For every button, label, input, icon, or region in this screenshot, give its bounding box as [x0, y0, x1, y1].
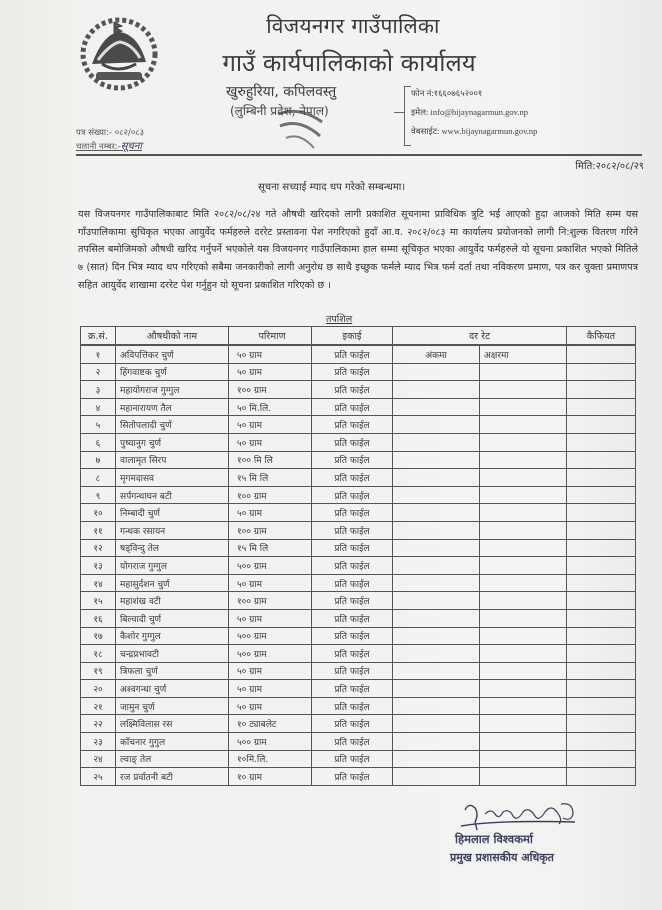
cell-rate-words: [480, 504, 567, 522]
cell-quantity: ५० ग्राम: [229, 680, 312, 698]
cell-sn: १२: [81, 539, 116, 557]
cell-remarks: [567, 521, 636, 539]
cell-unit: प्रति फाईल: [312, 592, 393, 610]
cell-unit: प्रति फाईल: [312, 521, 393, 539]
reference-block: [76, 126, 144, 154]
cell-rate-figures: [393, 557, 480, 575]
cell-name: अश्वगन्धा चुर्ण: [116, 680, 229, 698]
cell-sn: २२: [81, 715, 116, 733]
cell-unit: प्रति फाईल: [312, 609, 393, 627]
header-rule: [76, 154, 642, 156]
cell-quantity: ५० ग्राम: [229, 416, 312, 434]
cell-rate-figures: [393, 768, 480, 786]
cell-quantity: ५० ग्राम: [229, 504, 312, 522]
cell-rate-words: [480, 715, 567, 733]
table-row: [81, 557, 636, 575]
cell-unit: प्रति फाईल: [312, 363, 393, 381]
cell-rate-words: [480, 627, 567, 645]
notice-date: मिति:२०८२/०८/२९: [575, 161, 644, 172]
cell-sn: १८: [81, 645, 116, 663]
address-line-2: (लुम्बिनी प्रदेश, नेपाल): [230, 104, 329, 118]
cell-unit: प्रति फाईल: [312, 381, 393, 399]
cell-remarks: [567, 469, 636, 487]
cell-rate-words: [480, 768, 567, 786]
notice-body: यस विजयनगर गाउँपालिकाबाट मिति २०८२/०८/२४ गते औषधी खरिदको लागी प्रकाशित सूचनामा प्राविधिक त्रुटि भई आएको हुदा आजको मिति सम्म यस गाँउपालिकामा सुचिकृत भएका आयुर्वेद फर्महरुले दररेट प्रस्तावना पेश नगरिएको हुदाँ आ.व. २०८२/०८३ मा कार्यालय प्रयोजनको लागी नि:शुल्क वितरण गरिने तपसिल बमोजिमको औषधी खरिद गर्नुपर्ने भएकोले यस विजयनगर गाउँपालिकामा हाल सम्मा सूचिकृत भएका आयुर्वेद फर्महरुले यो सूचना प्रकाशित भएको मितिले ७ (सात) दिन भित्र म्याद थप गरिएको सबैमा जनकारीको लागी अनुरोध छ साथै इच्छुक फर्मले म्याद भित्र फर्म दर्ता तथा नविकरण प्रमाण, पत्र कर चुक्ता प्रमाणपत्र सहित आयुर्वेद शाखामा दररेट पेश गर्नुहुन यो सूचना प्रकाशित गरिएको छ ।: [78, 209, 638, 291]
cell-quantity: १०० मि लि: [229, 451, 312, 469]
cell-rate-words: [480, 680, 567, 698]
cell-remarks: [567, 609, 636, 627]
cell-name: अविपत्तिकर चुर्ण: [116, 346, 229, 364]
table-row: [81, 486, 636, 504]
cell-rate-figures: [393, 381, 480, 399]
cell-name: सर्पगन्धाघन बटी: [116, 486, 229, 504]
cell-name: गन्धक रसायन: [116, 521, 229, 539]
table-body: [81, 346, 636, 786]
cell-remarks: [567, 381, 636, 399]
cell-rate-figures: अंकमा: [393, 346, 480, 364]
cell-unit: प्रति फाईल: [312, 346, 393, 364]
cell-rate-figures: [393, 609, 480, 627]
cell-quantity: ५० ग्राम: [229, 433, 312, 451]
cell-quantity: १०मि.लि.: [229, 750, 312, 768]
cell-sn: २: [81, 363, 116, 381]
cell-remarks: [567, 627, 636, 645]
cell-sn: २५: [81, 768, 116, 786]
table-row: [81, 592, 636, 610]
website-line: [411, 122, 537, 141]
table-row: [81, 398, 636, 416]
cell-unit: प्रति फाईल: [312, 469, 393, 487]
cell-quantity: ५०० ग्राम: [229, 733, 312, 751]
dispatch-number-label: चलानी नम्बर:-: [76, 142, 121, 152]
cell-remarks: [567, 504, 636, 522]
cell-name: ल्वाङ् तेल: [116, 750, 229, 768]
cell-name: लक्ष्मिविलास रस: [116, 715, 229, 733]
signatory-name: हिमलाल विश्वकर्मा: [455, 832, 533, 846]
cell-rate-figures: [393, 539, 480, 557]
cell-unit: प्रति फाईल: [312, 539, 393, 557]
cell-unit: प्रति फाईल: [312, 750, 393, 768]
cell-remarks: [567, 768, 636, 786]
header-unit: इकाई: [312, 327, 393, 345]
cell-rate-figures: [393, 680, 480, 698]
cell-rate-figures: [393, 715, 480, 733]
cell-rate-figures: [393, 662, 480, 680]
cell-rate-figures: [393, 504, 480, 522]
cell-quantity: ५० ग्राम: [229, 363, 312, 381]
cell-name: निम्बादी चुर्ण: [116, 504, 229, 522]
cell-sn: १९: [81, 662, 116, 680]
table-row: [81, 715, 636, 733]
cell-unit: प्रति फाईल: [312, 557, 393, 575]
cell-unit: प्रति फाईल: [312, 486, 393, 504]
cell-rate-words: [480, 363, 567, 381]
cell-unit: प्रति फाईल: [312, 433, 393, 451]
cell-name: हिंगवाष्टक चुर्ण: [116, 363, 229, 381]
cell-rate-words: [480, 398, 567, 416]
cell-name: वालामृत सिरप: [116, 451, 229, 469]
cell-name: पुष्यानुग चुर्ण: [116, 433, 229, 451]
letter-number: ०८२/०८३: [114, 128, 145, 138]
cell-quantity: ५० ग्राम: [229, 574, 312, 592]
cell-rate-words: [480, 433, 567, 451]
cell-sn: ९: [81, 486, 116, 504]
cell-rate-words: [480, 662, 567, 680]
table-row: [81, 750, 636, 768]
cell-unit: प्रति फाईल: [312, 574, 393, 592]
table-row: [81, 574, 636, 592]
cell-sn: २०: [81, 680, 116, 698]
cell-sn: २१: [81, 697, 116, 715]
cell-sn: २४: [81, 750, 116, 768]
cell-remarks: [567, 363, 636, 381]
cell-quantity: ५०० ग्राम: [229, 557, 312, 575]
cell-rate-figures: [393, 627, 480, 645]
cell-unit: प्रति फाईल: [312, 451, 393, 469]
cell-rate-words: [480, 451, 567, 469]
cell-name: जामुन चुर्ण: [116, 697, 229, 715]
cell-remarks: [567, 451, 636, 469]
cell-remarks: [567, 592, 636, 610]
cell-rate-words: [480, 469, 567, 487]
email-line: [411, 103, 537, 122]
cell-rate-figures: [393, 697, 480, 715]
cell-rate-figures: [393, 398, 480, 416]
cell-sn: ८: [81, 469, 116, 487]
cell-rate-figures: [393, 521, 480, 539]
table-row: [81, 768, 636, 786]
table-row: [81, 662, 636, 680]
medicine-table: [80, 326, 636, 786]
header-sn: क्र.सं.: [81, 327, 116, 345]
cell-remarks: [567, 539, 636, 557]
cell-remarks: [567, 750, 636, 768]
cell-remarks: [567, 680, 636, 698]
table-row: [81, 451, 636, 469]
table-row: [81, 697, 636, 715]
cell-unit: प्रति फाईल: [312, 680, 393, 698]
cell-quantity: १० ट्याबलेट: [229, 715, 312, 733]
table-caption: तपशिल: [326, 314, 353, 325]
header-remarks: कैफियत: [567, 327, 636, 345]
cell-rate-words: [480, 381, 567, 399]
cell-quantity: ५० ग्राम: [229, 609, 312, 627]
cell-sn: १७: [81, 627, 116, 645]
cell-rate-words: [480, 539, 567, 557]
cell-unit: प्रति फाईल: [312, 645, 393, 663]
cell-quantity: १० ग्राम: [229, 768, 312, 786]
table-row: [81, 504, 636, 522]
header-rate: दर रेट: [393, 327, 567, 345]
cell-name: महायोगराज गुग्गुल: [116, 381, 229, 399]
header-quantity: परिमाण: [229, 327, 312, 345]
cell-unit: प्रति फाईल: [312, 662, 393, 680]
cell-rate-words: अक्षरमा: [480, 346, 567, 364]
cell-remarks: [567, 662, 636, 680]
email-label: इमेल:: [411, 107, 429, 117]
cell-sn: १०: [81, 504, 116, 522]
cell-remarks: [567, 416, 636, 434]
phone-number: फोन नं:१६६०७६५२००१: [411, 88, 483, 98]
cell-unit: प्रति फाईल: [312, 398, 393, 416]
cell-name: त्रिफला चुर्ण: [116, 662, 229, 680]
cell-quantity: ५० ग्राम: [229, 346, 312, 364]
cell-quantity: १५ मि लि: [229, 469, 312, 487]
cell-rate-words: [480, 416, 567, 434]
cell-sn: ७: [81, 451, 116, 469]
cell-name: सितोपलादी चुर्ण: [116, 416, 229, 434]
cell-name: महाशंख वटी: [116, 592, 229, 610]
cell-remarks: [567, 574, 636, 592]
cell-sn: २३: [81, 733, 116, 751]
table-row: [81, 627, 636, 645]
header-name: औषधीको नाम: [116, 327, 229, 345]
cell-quantity: १०० ग्राम: [229, 486, 312, 504]
cell-quantity: १०० ग्राम: [229, 521, 312, 539]
cell-remarks: [567, 697, 636, 715]
cell-unit: प्रति फाईल: [312, 416, 393, 434]
cell-rate-words: [480, 521, 567, 539]
cell-sn: ३: [81, 381, 116, 399]
cell-rate-words: [480, 557, 567, 575]
cell-quantity: ५० ग्राम: [229, 697, 312, 715]
cell-quantity: ५०० ग्राम: [229, 627, 312, 645]
table-row: [81, 416, 636, 434]
cell-name: रज प्रर्वातनी बटी: [116, 768, 229, 786]
cell-rate-figures: [393, 469, 480, 487]
cell-name: चन्द्रप्रभावटी: [116, 645, 229, 663]
office-name: विजयनगर गाउँपालिका: [266, 14, 440, 38]
cell-remarks: [567, 557, 636, 575]
cell-rate-figures: [393, 750, 480, 768]
cell-unit: प्रति फाईल: [312, 504, 393, 522]
letter-number-line: [76, 126, 144, 140]
cell-rate-figures: [393, 416, 480, 434]
cell-rate-figures: [393, 433, 480, 451]
table-row: [81, 469, 636, 487]
dispatch-number: सूचना: [120, 141, 142, 152]
dispatch-number-line: [76, 140, 144, 154]
cell-sn: ६: [81, 433, 116, 451]
cell-unit: प्रति फाईल: [312, 733, 393, 751]
cell-sn: १५: [81, 592, 116, 610]
notice-subject: सूचना सच्याई म्याद थप गरेको सम्बन्धमा।: [258, 182, 406, 193]
cell-rate-words: [480, 733, 567, 751]
cell-quantity: ५० ग्राम: [229, 662, 312, 680]
cell-sn: ४: [81, 398, 116, 416]
cell-name: मृगमदासव: [116, 469, 229, 487]
website-label: वेबसाईट:: [411, 126, 440, 136]
cell-remarks: [567, 715, 636, 733]
contact-tick: [394, 112, 404, 113]
cell-remarks: [567, 645, 636, 663]
cell-quantity: ५० मि.लि.: [229, 398, 312, 416]
cell-sn: १४: [81, 574, 116, 592]
cell-rate-figures: [393, 486, 480, 504]
cell-rate-figures: [393, 451, 480, 469]
contact-block: [411, 84, 537, 141]
letter-number-label: पत्र संख्या:-: [76, 128, 113, 138]
cell-unit: प्रति फाईल: [312, 627, 393, 645]
cell-rate-figures: [393, 733, 480, 751]
cell-sn: ११: [81, 521, 116, 539]
cell-sn: ५: [81, 416, 116, 434]
table-row: [81, 381, 636, 399]
cell-name: महानारायण तैल: [116, 398, 229, 416]
cell-name: कैशोर गुग्गुल: [116, 627, 229, 645]
cell-remarks: [567, 486, 636, 504]
table-row: [81, 609, 636, 627]
cell-rate-words: [480, 750, 567, 768]
cell-rate-words: [480, 609, 567, 627]
cell-remarks: [567, 398, 636, 416]
table-row: [81, 539, 636, 557]
cell-rate-figures: [393, 363, 480, 381]
address-line-1: खुरुहुरिया, कपिलवस्तु: [226, 84, 337, 100]
cell-name: योगराज गुग्गुल: [116, 557, 229, 575]
cell-remarks: [567, 433, 636, 451]
cell-unit: प्रति फाईल: [312, 768, 393, 786]
contact-bracket: [404, 86, 411, 146]
cell-sn: १३: [81, 557, 116, 575]
cell-sn: १: [81, 346, 116, 364]
office-subtitle: गाउँ कार्यपालिकाको कार्यालय: [222, 49, 476, 77]
cell-rate-words: [480, 645, 567, 663]
email-link[interactable]: info@bijaynagarmun.gov.np: [430, 107, 528, 117]
cell-rate-figures: [393, 592, 480, 610]
cell-quantity: १०० ग्राम: [229, 381, 312, 399]
cell-rate-words: [480, 592, 567, 610]
cell-name: महासुर्दशन चुर्ण: [116, 574, 229, 592]
table-row: [81, 363, 636, 381]
table-row: [81, 733, 636, 751]
signatory-title: प्रमुख प्रशासकीय अधिकृत: [450, 851, 554, 864]
cell-unit: प्रति फाईल: [312, 715, 393, 733]
table-row: [81, 433, 636, 451]
website-link[interactable]: www.bijaynagarmun.gov.np: [441, 126, 538, 136]
table-row: [81, 680, 636, 698]
table-header-row: [81, 327, 636, 345]
cell-name: बिल्वादी चुर्ण: [116, 609, 229, 627]
cell-rate-figures: [393, 645, 480, 663]
cell-sn: १६: [81, 609, 116, 627]
cell-quantity: ५०० ग्राम: [229, 645, 312, 663]
cell-quantity: १०० ग्राम: [229, 592, 312, 610]
cell-remarks: [567, 733, 636, 751]
table-row: [81, 521, 636, 539]
cell-rate-words: [480, 486, 567, 504]
cell-quantity: १५ मि लि: [229, 539, 312, 557]
cell-rate-figures: [393, 574, 480, 592]
cell-name: काँचनार गुगुल: [116, 733, 229, 751]
table-row: [81, 346, 636, 364]
cell-name: षड्विन्दु तेल: [116, 539, 229, 557]
signature-scribble-icon: [455, 800, 585, 834]
table-row: [81, 645, 636, 663]
cell-remarks: [567, 346, 636, 364]
cell-rate-words: [480, 697, 567, 715]
cell-unit: प्रति फाईल: [312, 697, 393, 715]
cell-rate-words: [480, 574, 567, 592]
